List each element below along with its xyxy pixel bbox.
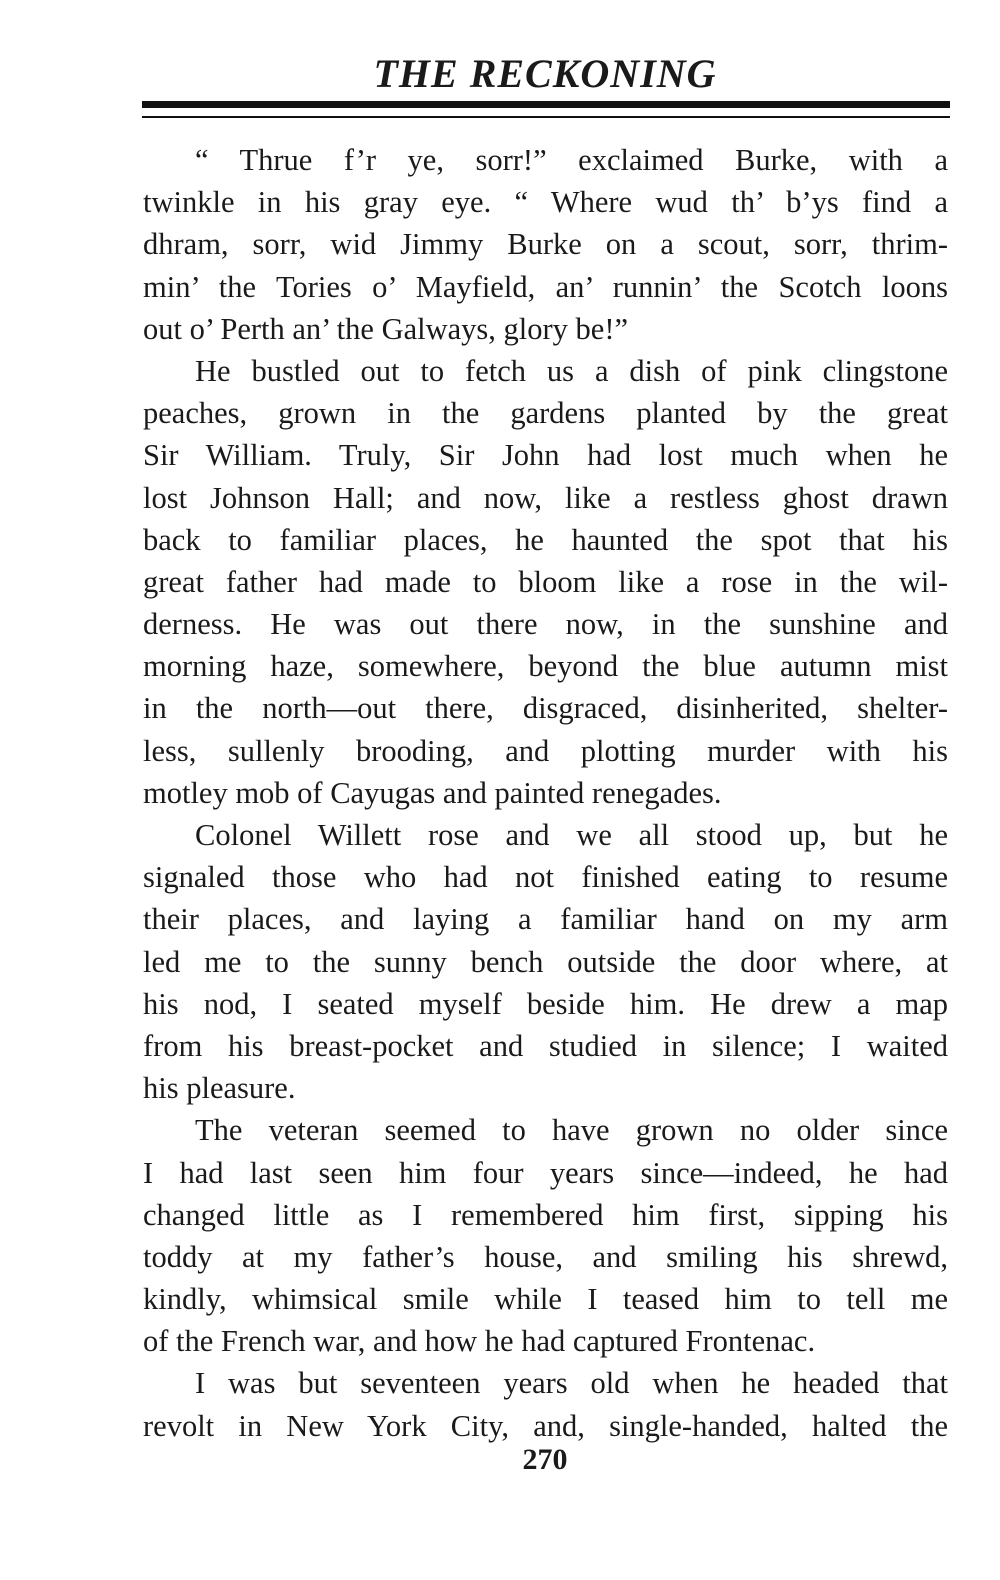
text-line: I was but seventeen years old when he headed that	[195, 1366, 948, 1401]
text-line: signaled those who had not finished eating to resume	[143, 860, 948, 895]
text-line: of the French war, and how he had captured Frontenac.	[143, 1324, 816, 1359]
text-line: lost Johnson Hall; and now, like a restless ghost drawn	[143, 480, 948, 515]
page-number: 270	[522, 1443, 568, 1476]
text-line: derness. He was out there now, in the sunshine and	[143, 607, 948, 642]
text-line: great father had made to bloom like a rose in the wil-	[143, 564, 948, 599]
text-line: less, sullenly brooding, and plotting murder with his	[143, 733, 948, 768]
text-line: min’ the Tories o’ Mayfield, an’ runnin’ the Scotch loons	[143, 269, 948, 304]
text-line: revolt in New York City, and, single-handed, halted the	[143, 1408, 948, 1443]
text-line: morning haze, somewhere, beyond the blue autumn mist	[143, 649, 948, 684]
text-line: his nod, I seated myself beside him. He drew a map	[143, 986, 948, 1021]
text-line: from his breast-pocket and studied in silence; I waited	[143, 1028, 948, 1063]
text-line: Colonel Willett rose and we all stood up, but he	[195, 818, 948, 852]
text-line: Sir William. Truly, Sir John had lost much when he	[143, 438, 948, 473]
text-line: The veteran seemed to have grown no older since	[195, 1113, 948, 1148]
running-head: THE RECKONING	[373, 51, 717, 96]
text-line: his pleasure.	[143, 1071, 296, 1106]
text-line: their places, and laying a familiar hand on my arm	[143, 902, 948, 937]
text-line: dhram, sorr, wid Jimmy Burke on a scout, sorr, thrim-	[143, 227, 948, 262]
text-line: kindly, whimsical smile while I teased him to tell me	[143, 1282, 948, 1317]
text-line: peaches, grown in the gardens planted by the great	[143, 396, 948, 431]
text-line: in the north—out there, disgraced, disinherited, shelter-	[143, 691, 948, 726]
text-line: I had last seen him four years since—indeed, he had	[143, 1155, 948, 1190]
text-line: He bustled out to fetch us a dish of pink clingstone	[195, 353, 948, 388]
text-line: motley mob of Cayugas and painted renegades.	[143, 775, 722, 810]
text-line: back to familiar places, he haunted the spot that his	[143, 522, 948, 557]
text-line: toddy at my father’s house, and smiling his shrewd,	[143, 1239, 948, 1274]
header-rule-thin	[142, 116, 950, 118]
text-line: twinkle in his gray eye. “ Where wud th’ b’ys find a	[143, 185, 948, 220]
text-line: out o’ Perth an’ the Galways, glory be!”	[143, 311, 629, 346]
text-line: changed little as I remembered him first, sipping his	[143, 1197, 948, 1232]
header-rule-thick	[142, 101, 950, 108]
text-line: “ Thrue f’r ye, sorr!” exclaimed Burke, with a	[195, 143, 948, 177]
text-line: led me to the sunny bench outside the door where, at	[143, 944, 948, 979]
body-text	[143, 139, 948, 1447]
